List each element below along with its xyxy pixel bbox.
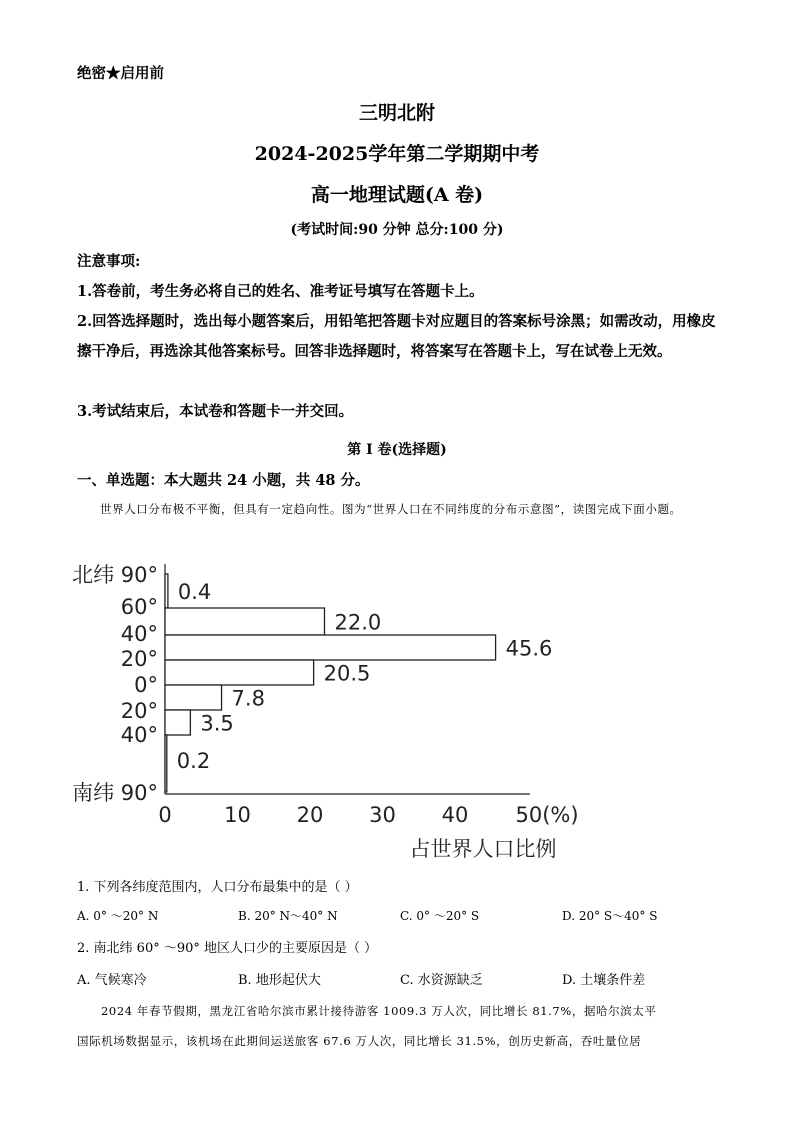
bar-4 bbox=[165, 660, 314, 685]
y-tick-label-7: 40° bbox=[120, 723, 158, 747]
section-title: 第 I 卷(选择题) bbox=[347, 442, 447, 458]
y-tick-label-6: 20° bbox=[120, 699, 158, 723]
bar-label-2: 22.0 bbox=[334, 610, 382, 635]
part-one-heading: 一、单选题：本大题共 24 小题，共 48 分。 bbox=[77, 472, 370, 489]
population-latitude-chart bbox=[0, 560, 794, 865]
question-intro-2-line-2: 国际机场数据显示，该机场在此期间运送旅客 67.6 万人次，同比增长 31.5%，创历史新高，吞吐量位居 bbox=[77, 1034, 642, 1048]
note-item-2: 2.回答选择题时，选出每小题答案后，用铅笔把答题卡对应题目的答案标号涂黑；如需改动，用橡皮擦干净后，再选涂其他答案标号。回答非选择题时，将答案写在答题卡上，写在试卷上无效。 bbox=[77, 313, 716, 360]
x-tick-label-2: 10 bbox=[224, 803, 251, 827]
bar-3 bbox=[165, 635, 496, 660]
bar-2 bbox=[165, 608, 325, 635]
question-1-option-d[interactable]: D. 20° S～40° S bbox=[562, 909, 658, 923]
bar-6 bbox=[165, 710, 190, 735]
bar-7 bbox=[165, 735, 167, 792]
question-2-option-b[interactable]: B. 地形起伏大 bbox=[238, 973, 321, 988]
y-tick-label-5: 0° bbox=[134, 673, 158, 697]
bar-5 bbox=[165, 685, 222, 710]
exam-info: (考试时间:90 分钟 总分:100 分) bbox=[290, 222, 504, 238]
bar-label-6: 3.5 bbox=[200, 711, 234, 736]
question-1-stem: 1. 下列各纬度范围内，人口分布最集中的是（ ） bbox=[77, 880, 358, 895]
y-tick-label-8: 南纬 90° bbox=[72, 781, 158, 805]
bar-label-4: 20.5 bbox=[323, 661, 371, 686]
bar-label-3: 45.6 bbox=[505, 636, 553, 661]
x-tick-label-6: 50(%) bbox=[515, 803, 579, 827]
paper-title: 高一地理试题(A 卷) bbox=[310, 184, 484, 206]
x-tick-label-3: 20 bbox=[296, 803, 324, 827]
y-tick-label-3: 40° bbox=[120, 622, 158, 646]
bar-label-5: 7.8 bbox=[231, 686, 265, 711]
question-2-option-c[interactable]: C. 水资源缺乏 bbox=[400, 973, 483, 988]
question-intro-1: 世界人口分布极不平衡，但具有一定趋向性。图为“世界人口在不同纬度的分布示意图”，读图完成下面小题。 bbox=[100, 502, 682, 516]
y-tick-label-1: 北纬 90° bbox=[72, 563, 158, 587]
school-name: 三明北附 bbox=[358, 102, 435, 124]
x-axis-title: 占世界人口比例 bbox=[409, 837, 557, 861]
note-item-3: 3.考试结束后，本试卷和答题卡一并交回。 bbox=[77, 403, 354, 420]
notes-heading: 注意事项: bbox=[77, 253, 141, 270]
x-tick-label-5: 40 bbox=[441, 803, 469, 827]
question-2-option-a[interactable]: A. 气候寒冷 bbox=[77, 973, 147, 988]
x-tick-label-1: 0 bbox=[158, 803, 172, 827]
bar-label-7: 0.2 bbox=[176, 749, 211, 773]
note-item-1: 1.答卷前，考生务必将自己的姓名、准考证号填写在答题卡上。 bbox=[77, 283, 484, 300]
confidential-label: 绝密★启用前 bbox=[77, 65, 164, 82]
question-1-option-b[interactable]: B. 20° N～40° N bbox=[238, 909, 338, 923]
question-2-stem: 2. 南北纬 60° ～90° 地区人口少的主要原因是（ ） bbox=[77, 941, 378, 956]
question-intro-2-line-1: 2024 年春节假期，黑龙江省哈尔滨市累计接待游客 1009.3 万人次，同比增长 81.7%，据哈尔滨太平 bbox=[101, 1004, 657, 1018]
x-tick-label-4: 30 bbox=[369, 803, 396, 827]
bar-1 bbox=[165, 574, 168, 608]
y-tick-label-2: 60° bbox=[120, 595, 158, 619]
question-1-option-a[interactable]: A. 0° ～20° N bbox=[77, 909, 159, 923]
question-2-option-d[interactable]: D. 土壤条件差 bbox=[562, 973, 646, 988]
bar-label-1: 0.4 bbox=[177, 580, 212, 604]
y-tick-label-4: 20° bbox=[120, 647, 158, 671]
exam-title: 2024-2025学年第二学期期中考 bbox=[254, 143, 540, 165]
question-1-option-c[interactable]: C. 0° ～20° S bbox=[400, 909, 480, 923]
